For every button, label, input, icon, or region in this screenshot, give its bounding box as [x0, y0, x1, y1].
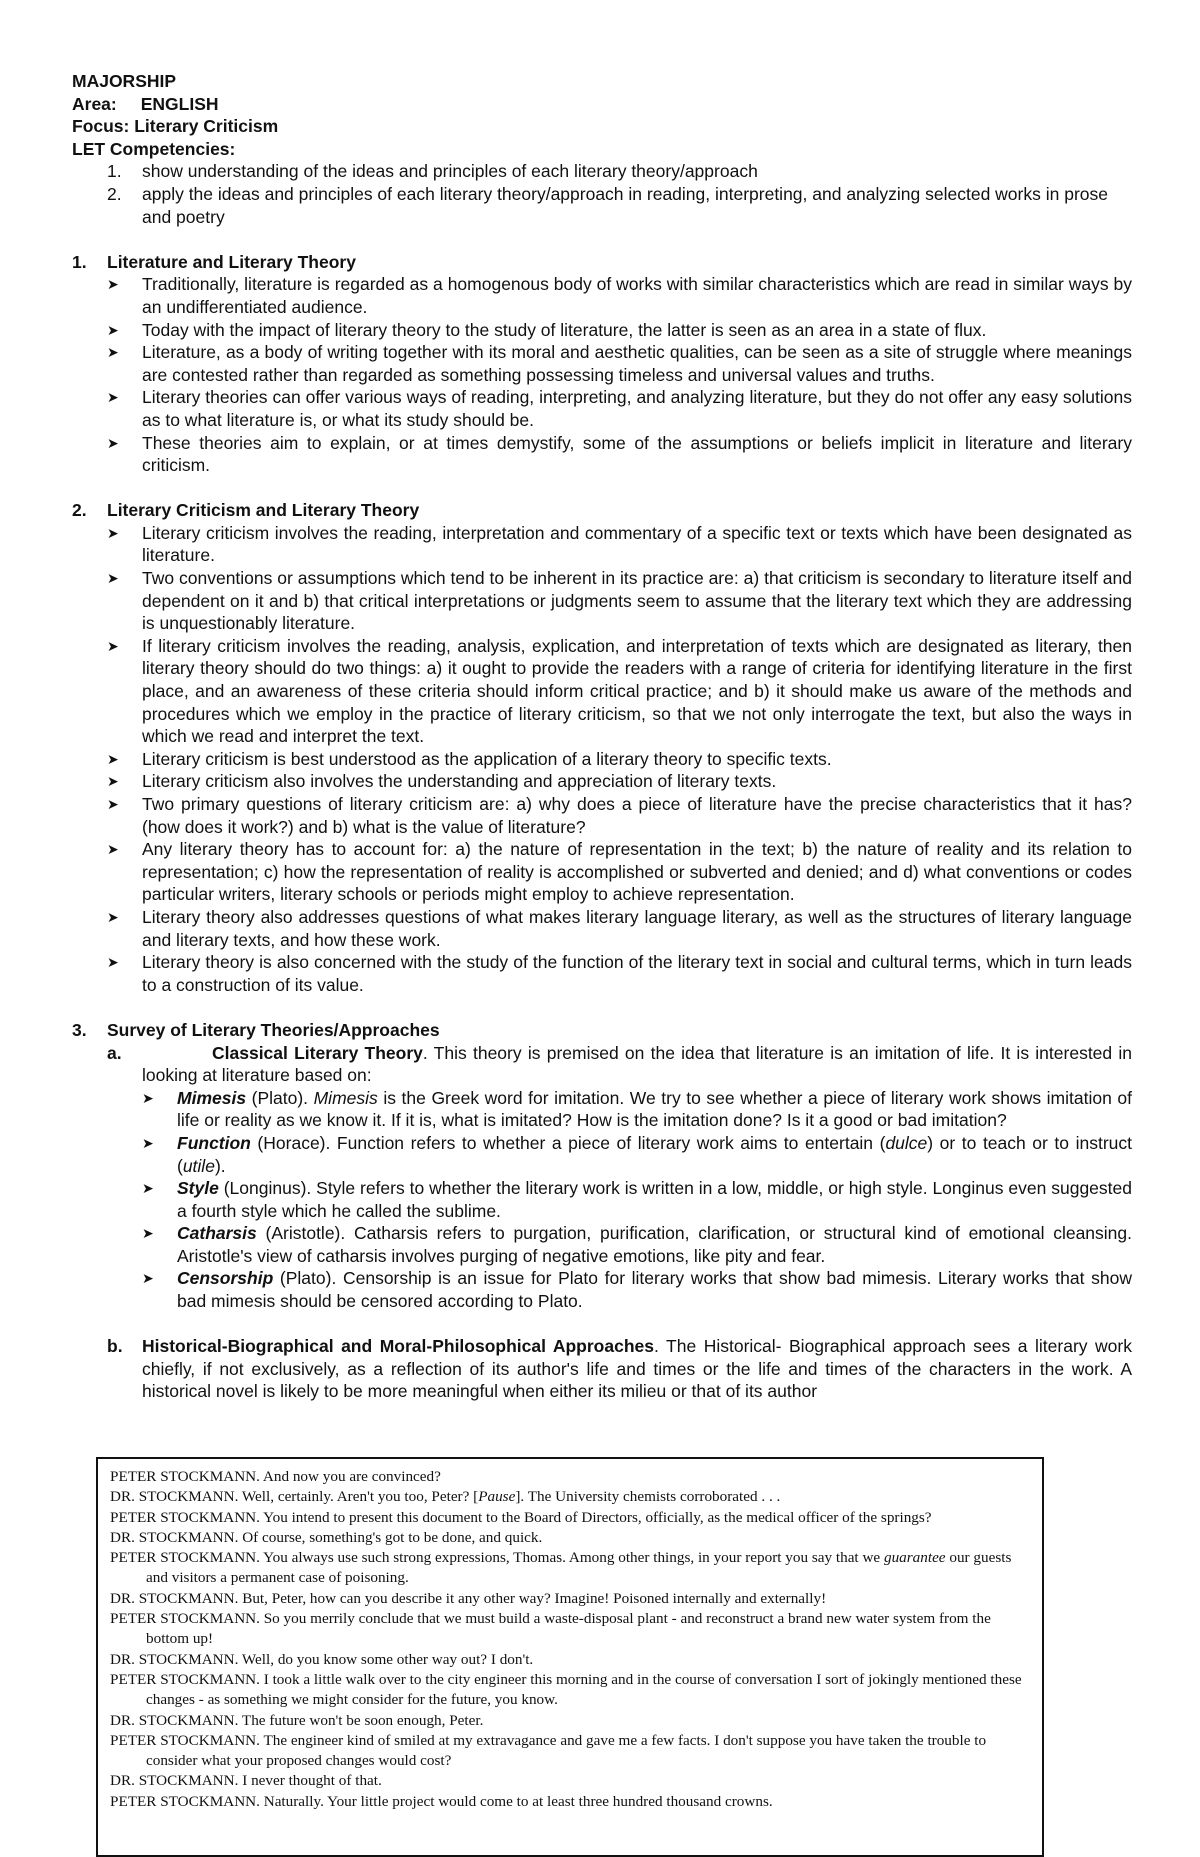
list-item: ➤ Two conventions or assumptions which tend to be inherent in its practice are: a) that criticism is secondary to literature itself and dependent on it and b) that critical interpretations or judgments seem to assume that the literary text which they are addressing is unquestionably literature. [107, 568, 1132, 634]
arrow-bullet-icon: ➤ [107, 954, 119, 971]
section-1 [72, 251, 1132, 477]
list-item: ➤ If literary criticism involves the reading, analysis, explication, and interpretation of texts which are designated as literary, then literary theory should do two things: a) it ought to provide the readers with a range of criteria for identifying literature in the first place, and an awareness of these criteria should inform critical practice; and b) it should make us aware of the methods and procedures which we employ in the practice of literary criticism, so that we not only interrogate the text, but also the ways in which we read and interpret the text. [107, 635, 1132, 747]
list-item: ➤ Literature, as a body of writing together with its moral and aesthetic qualities, can be seen as a site of struggle where meanings are contested rather than regarded as something possessing timeless and universal values and truths. [107, 342, 1132, 385]
arrow-bullet-icon: ➤ [107, 389, 119, 406]
dialogue-line: DR. STOCKMANN. Of course, something's got to be done, and quick. [110, 1528, 543, 1546]
arrow-bullet-icon: ➤ [107, 750, 119, 767]
arrow-bullet-icon: ➤ [107, 524, 119, 541]
section-title: 1. Literature and Literary Theory [72, 251, 356, 272]
arrow-bullet-icon: ➤ [107, 773, 119, 790]
bullet-list [72, 522, 1132, 996]
dialogue-line: PETER STOCKMANN. You always use such strong expressions, Thomas. Among other things, in your report you say that we guarantee our guests and visitors a permanent case of poisoning. [110, 1549, 1012, 1587]
list-item: ➤ Literary theory is also concerned with the study of the function of the literary text in social and cultural terms, which in turn leads to a construction of its value. [107, 952, 1132, 995]
competencies-list [72, 160, 1132, 228]
dialogue-line: PETER STOCKMANN. So you merrily conclude that we must build a waste-disposal plant - and reconstruct a brand new water system from the bottom up! [110, 1610, 991, 1648]
section-title: 2. Literary Criticism and Literary Theory [72, 500, 420, 521]
dialogue-line: PETER STOCKMANN. And now you are convinced? [110, 1468, 441, 1485]
competencies-label: LET Competencies: [72, 138, 236, 159]
dialogue-line: DR. STOCKMANN. Well, do you know some other way out? I don't. [110, 1650, 534, 1668]
arrow-bullet-icon: ➤ [107, 570, 119, 587]
arrow-bullet-icon: ➤ [142, 1134, 154, 1151]
competency-item: 2. apply the ideas and principles of each literary theory/approach in reading, interpreting, and analyzing selected works in prose and poetry [107, 183, 1108, 227]
arrow-bullet-icon: ➤ [107, 841, 119, 858]
document-page [72, 70, 1132, 1403]
dialogue-line: DR. STOCKMANN. The future won't be soon enough, Peter. [110, 1711, 484, 1729]
list-item: ➤ Function (Horace). Function refers to whether a piece of literary work aims to entertain (dulce) or to teach or to instruct (utile). [142, 1132, 1132, 1176]
list-item: ➤ Any literary theory has to account for: a) the nature of representation in the text; b) the nature of reality and its relation to representation; c) how the representation of reality is accomplished or subverted and denied; and d) what conventions or codes particular writers, literary schools or periods might employ to achieve representation. [107, 839, 1132, 905]
arrow-bullet-icon: ➤ [142, 1270, 154, 1287]
list-item: ➤ Style (Longinus). Style refers to whether the literary work is written in a low, middle, or high style. Longinus even suggested a fourth style which he called the sublime. [142, 1178, 1132, 1221]
area-value: ENGLISH [140, 93, 219, 114]
subsection-title: Classical Literary Theory [212, 1042, 423, 1063]
list-item: ➤ Today with the impact of literary theory to the study of literature, the latter is seen as an area in a state of flux. [107, 319, 987, 340]
section-title: 3. Survey of Literary Theories/Approaches [72, 1019, 440, 1040]
arrow-bullet-icon: ➤ [142, 1225, 154, 1242]
subsection-a: a. Classical Literary Theory. This theory is premised on the idea that literature is an imitation of life. It is interested in looking at literature based on: [107, 1042, 1133, 1086]
list-item: ➤ Literary criticism also involves the understanding and appreciation of literary texts. [107, 771, 777, 792]
arrow-bullet-icon: ➤ [107, 434, 119, 451]
section-2 [72, 499, 1132, 996]
list-item: ➤ Catharsis (Aristotle). Catharsis refers to purgation, purification, clarification, or structural kind of emotional cleansing. Aristotle's view of catharsis involves purging of negative emotions, like pity and fear. [142, 1223, 1132, 1266]
list-item: ➤ Literary theories can offer various ways of reading, interpreting, and analyzing literature, but they do not offer any easy solutions as to what literature is, or what its study should be. [107, 387, 1132, 430]
dialogue-line: PETER STOCKMANN. You intend to present this document to the Board of Directors, officially, as the medical officer of the springs? [110, 1508, 932, 1526]
arrow-bullet-icon: ➤ [142, 1089, 154, 1106]
arrow-bullet-icon: ➤ [107, 908, 119, 925]
dialogue-line: DR. STOCKMANN. I never thought of that. [110, 1772, 382, 1790]
list-item: ➤ Literary criticism involves the reading, interpretation and commentary of a specific text or texts which have been designated as literature. [107, 522, 1132, 566]
arrow-bullet-icon: ➤ [107, 321, 119, 338]
area-line [72, 93, 1132, 116]
list-item: ➤ Literary theory also addresses questions of what makes literary language literary, as well as the structures of literary language and literary texts, and how these work. [107, 906, 1132, 950]
list-item: ➤ Literary criticism is best understood as the application of a literary theory to specific texts. [107, 748, 832, 769]
arrow-bullet-icon: ➤ [107, 796, 119, 812]
dialogue-line: PETER STOCKMANN. I took a little walk over to the city engineer this morning and in the course of conversation I sort of jokingly mentioned these changes - as something we might consider for the future, you know. [110, 1670, 1022, 1709]
area-label: Area: [72, 93, 117, 114]
arrow-bullet-icon: ➤ [107, 344, 119, 361]
list-item: ➤ Censorship (Plato). Censorship is an issue for Plato for literary works that show bad mimesis. Literary works that show bad mimesis should be censored according to Plato. [142, 1268, 1132, 1312]
list-item: ➤ Traditionally, literature is regarded as a homogenous body of works with similar characteristics which are read in similar ways by an undifferentiated audience. [107, 274, 1132, 317]
dialogue-line: DR. STOCKMANN. Well, certainly. Aren't you too, Peter? [Pause]. The University chemists corroborated . . . [110, 1488, 781, 1506]
section-3 [72, 1019, 1132, 1403]
list-item: ➤ These theories aim to explain, or at times demystify, some of the assumptions or beliefs implicit in literature and literary criticism. [107, 432, 1132, 476]
dialogue-line: PETER STOCKMANN. Naturally. Your little project would come to at least three hundred thousand crowns. [110, 1792, 773, 1810]
dialogue-line: PETER STOCKMANN. The engineer kind of smiled at my extravagance and gave me a few facts. I don't suppose you have taken the trouble to consider what your proposed changes would cost? [110, 1731, 987, 1770]
bullet-list [72, 1087, 1132, 1313]
competency-item: 1. show understanding of the ideas and principles of each literary theory/approach [107, 161, 758, 182]
list-item: ➤ Mimesis (Plato). Mimesis is the Greek word for imitation. We try to see whether a piece of literary work shows imitation of life or reality as we know it. If it is, what is imitated? How is the imitation done? Is it a good or bad imitation? [142, 1087, 1132, 1131]
subsection-b: b. Historical-Biographical and Moral-Philosophical Approaches. The Historical- Biographical approach sees a literary work chiefly, if not exclusively, as a reflection of its author's life and times or the life and times of the characters in the work. A historical novel is likely to be more meaningful when either its milieu or that of its author [107, 1336, 1132, 1402]
document-title: MAJORSHIP [72, 71, 177, 91]
list-item: ➤ Two primary questions of literary criticism are: a) why does a piece of literature have the precise characteristics that it has? (how does it work?) and b) what is the value of literature? [107, 794, 1132, 837]
arrow-bullet-icon: ➤ [107, 276, 119, 293]
arrow-bullet-icon: ➤ [142, 1180, 154, 1197]
dialogue-excerpt-box [96, 1457, 1044, 1857]
arrow-bullet-icon: ➤ [107, 637, 119, 654]
subsection-title: Historical-Biographical and Moral-Philosophical Approaches [142, 1336, 654, 1357]
bullet-list [72, 273, 1132, 476]
focus-line: Focus: Literary Criticism [72, 116, 279, 137]
dialogue-line: DR. STOCKMANN. But, Peter, how can you describe it any other way? Imagine! Poisoned internally and externally! [110, 1589, 827, 1607]
